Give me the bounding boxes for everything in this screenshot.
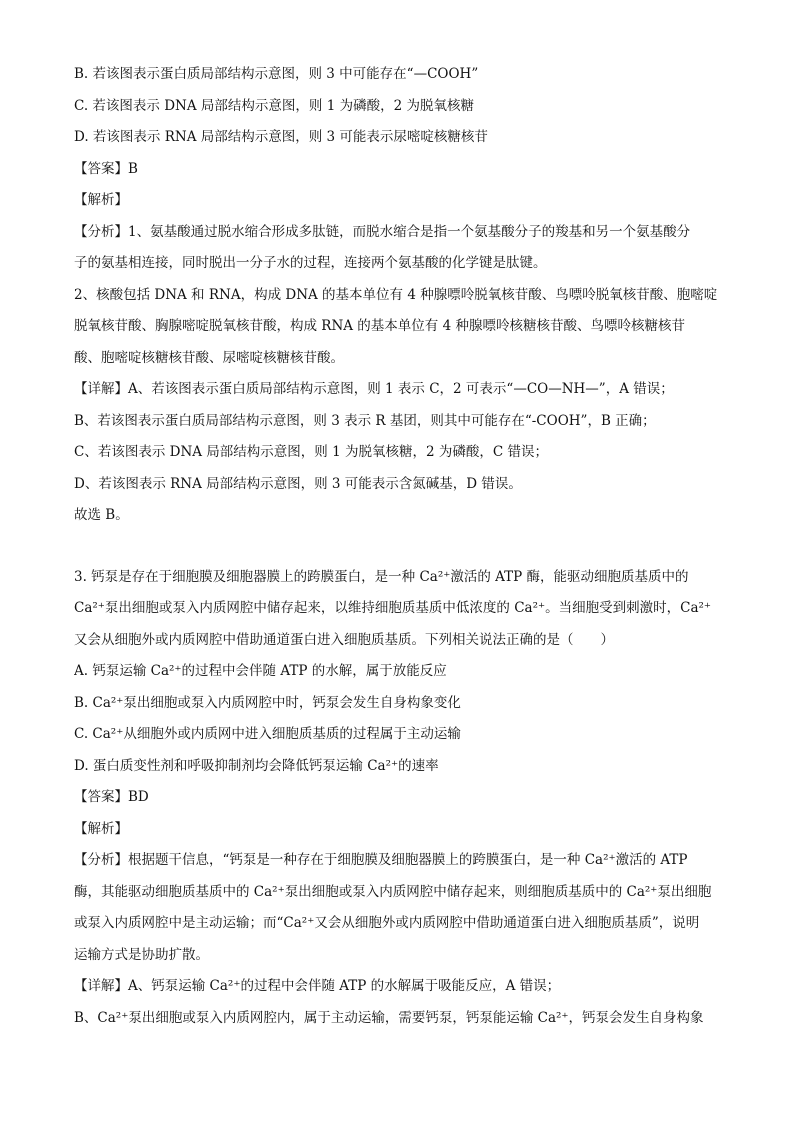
option-b-line: B. 若该图表示蛋白质局部结构示意图，则 3 中可能存在“—COOH” (74, 66, 479, 82)
q3-analysis-heading: 【解析】 (74, 821, 128, 837)
analysis-para-line: 酸、胞嘧啶核糖核苷酸、尿嘧啶核糖核苷酸。 (74, 350, 344, 366)
q3-analysis-line: 酶，其能驱动细胞质基质中的 Ca²⁺泵出细胞或泵入内质网腔中储存起来，则细胞质基质中的 Ca²⁺泵出细胞 (74, 884, 712, 900)
detail-line: C、若该图表示 DNA 局部结构示意图，则 1 为脱氧核糖，2 为磷酸，C 错误； (74, 444, 548, 460)
analysis-para-line: 【分析】1、氨基酸通过脱水缩合形成多肽链，而脱水缩合是指一个氨基酸分子的羧基和另一个氨基酸分 (74, 224, 691, 240)
q3-answer-line: 【答案】BD (74, 789, 149, 805)
q3-option-b: B. Ca²⁺泵出细胞或泵入内质网腔中时，钙泵会发生自身构象变化 (74, 695, 461, 711)
analysis-heading: 【解析】 (74, 192, 128, 208)
option-c-line: C. 若该图表示 DNA 局部结构示意图，则 1 为磷酸，2 为脱氧核糖 (74, 98, 474, 114)
option-d-line: D. 若该图表示 RNA 局部结构示意图，则 3 可能表示尿嘧啶核糖核苷 (74, 129, 488, 145)
analysis-para-line: 子的氨基相连接，同时脱出一分子水的过程，连接两个氨基酸的化学键是肽键。 (74, 255, 547, 271)
q3-option-c: C. Ca²⁺从细胞外或内质网中进入细胞质基质的过程属于主动运输 (74, 726, 461, 742)
q3-option-a: A. 钙泵运输 Ca²⁺的过程中会伴随 ATP 的水解，属于放能反应 (74, 663, 447, 679)
analysis-para-line: 2、核酸包括 DNA 和 RNA，构成 DNA 的基本单位有 4 种腺嘌呤脱氧核苷酸、鸟嘌呤脱氧核苷酸、胞嘧啶 (74, 287, 718, 303)
question-3-stem: 又会从细胞外或内质网腔中借助通道蛋白进入细胞质基质。下列相关说法正确的是（ ） (74, 632, 614, 648)
detail-line: 【详解】A、若该图表示蛋白质局部结构示意图，则 1 表示 C，2 可表示“—CO—NH—”，A 错误； (74, 381, 674, 397)
detail-line: B、若该图表示蛋白质局部结构示意图，则 3 表示 R 基团，则其中可能存在“-COOH”，B 正确； (74, 413, 656, 429)
q3-option-d: D. 蛋白质变性剂和呼吸抑制剂均会降低钙泵运输 Ca²⁺的速率 (74, 758, 439, 774)
answer-line: 【答案】B (74, 161, 138, 177)
detail-line: D、若该图表示 RNA 局部结构示意图，则 3 可能表示含氮碱基，D 错误。 (74, 476, 522, 492)
analysis-para-line: 脱氧核苷酸、胸腺嘧啶脱氧核苷酸，构成 RNA 的基本单位有 4 种腺嘌呤核糖核苷酸、鸟嘌呤核糖核苷 (74, 318, 685, 334)
conclusion-line: 故选 B。 (74, 507, 129, 523)
q3-analysis-line: 【分析】根据题干信息，“钙泵是一种存在于细胞膜及细胞器膜上的跨膜蛋白，是一种 Ca²⁺激活的 ATP (74, 852, 688, 868)
q3-detail-line: 【详解】A、钙泵运输 Ca²⁺的过程中会伴随 ATP 的水解属于吸能反应，A 错误； (74, 978, 561, 994)
question-3-stem: Ca²⁺泵出细胞或泵入内质网腔中储存起来，以维持细胞质基质中低浓度的 Ca²⁺。当细胞受到刺激时，Ca²⁺ (74, 600, 712, 616)
question-3-stem: 3. 钙泵是存在于细胞膜及细胞器膜上的跨膜蛋白，是一种 Ca²⁺激活的 ATP 酶，能驱动细胞质基质中的 (74, 569, 689, 585)
q3-analysis-line: 运输方式是协助扩散。 (74, 947, 209, 963)
q3-detail-line: B、Ca²⁺泵出细胞或泵入内质网腔内，属于主动运输，需要钙泵，钙泵能运输 Ca²⁺，钙泵会发生自身构象 (74, 1010, 704, 1026)
q3-analysis-line: 或泵入内质网腔中是主动运输；而“Ca²⁺又会从细胞外或内质网腔中借助通道蛋白进入细胞质基质”，说明 (74, 915, 700, 931)
